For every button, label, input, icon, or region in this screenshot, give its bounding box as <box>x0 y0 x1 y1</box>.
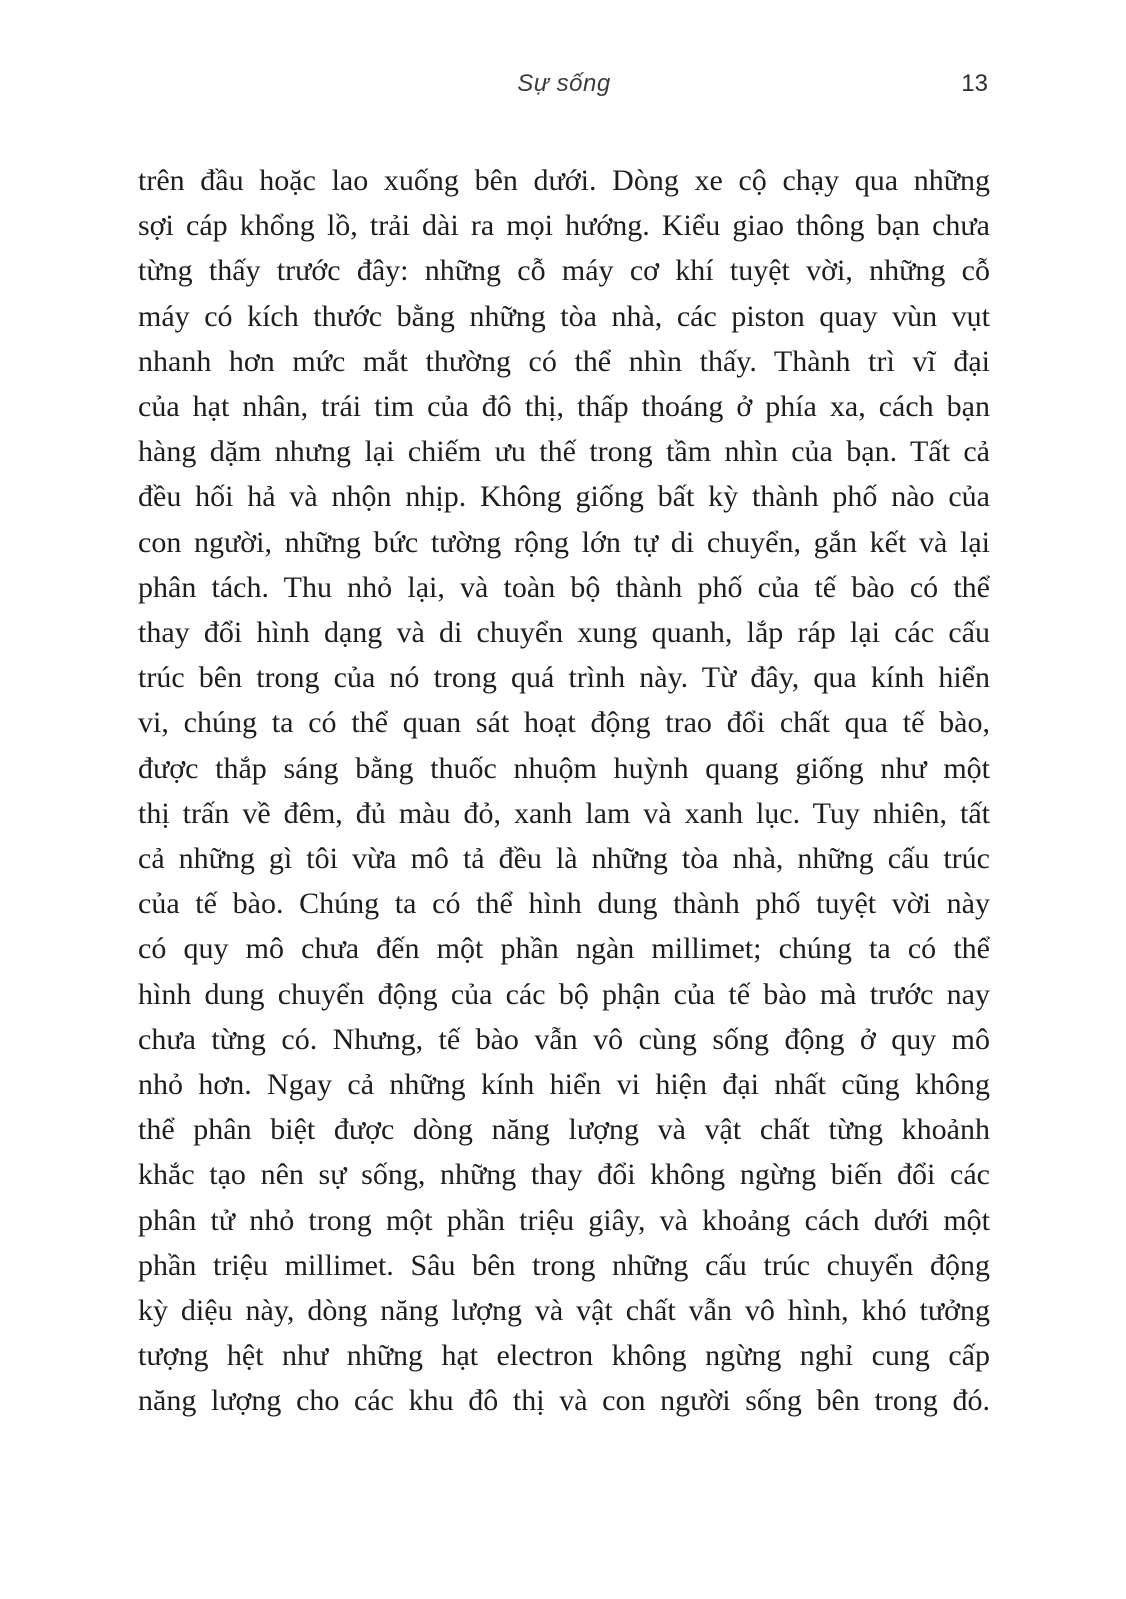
paragraph-line: tượng hệt như những hạt electron không ngừng nghỉ cung cấp <box>138 1339 990 1373</box>
paragraph-line: máy có kích thước bằng những tòa nhà, các piston quay vùn vụt <box>138 299 990 333</box>
page-number: 13 <box>961 70 988 97</box>
paragraph-line: nhanh hơn mức mắt thường có thể nhìn thấy. Thành trì vĩ đại <box>138 344 990 378</box>
paragraph-line: trên đầu hoặc lao xuống bên dưới. Dòng xe cộ chạy qua những <box>138 164 990 197</box>
paragraph-line: nhỏ hơn. Ngay cả những kính hiển vi hiện đại nhất cũng không <box>138 1068 990 1102</box>
paragraph-line: hình dung chuyển động của các bộ phận của tế bào mà trước nay <box>138 977 990 1011</box>
paragraph-line: từng thấy trước đây: những cỗ máy cơ khí tuyệt vời, những cỗ <box>138 254 990 288</box>
paragraph-line: khắc tạo nên sự sống, những thay đổi không ngừng biến đổi các <box>138 1158 990 1192</box>
page-header <box>138 70 990 104</box>
paragraph-line: kỳ diệu này, dòng năng lượng và vật chất vẫn vô hình, khó tưởng <box>138 1294 990 1328</box>
paragraph-line: có quy mô chưa đến một phần ngàn millimet; chúng ta có thể <box>138 932 990 966</box>
paragraph-line: con người, những bức tường rộng lớn tự di chuyển, gắn kết và lại <box>138 525 990 559</box>
paragraph-line: trúc bên trong của nó trong quá trình này. Từ đây, qua kính hiển <box>138 661 990 695</box>
paragraph-line: thể phân biệt được dòng năng lượng và vật chất từng khoảnh <box>138 1113 990 1147</box>
paragraph-line: hàng dặm nhưng lại chiếm ưu thế trong tầm nhìn của bạn. Tất cả <box>138 435 990 469</box>
paragraph-line: phân tách. Thu nhỏ lại, và toàn bộ thành phố của tế bào có thể <box>138 570 990 604</box>
paragraph-line: cả những gì tôi vừa mô tả đều là những tòa nhà, những cấu trúc <box>138 842 990 876</box>
paragraph-line: chưa từng có. Nhưng, tế bào vẫn vô cùng sống động ở quy mô <box>138 1022 990 1056</box>
paragraph-line: của hạt nhân, trái tim của đô thị, thấp thoáng ở phía xa, cách bạn <box>138 390 990 424</box>
paragraph-line: được thắp sáng bằng thuốc nhuộm huỳnh quang giống như một <box>138 751 990 785</box>
running-title: Sự sống <box>517 70 611 97</box>
paragraph-line: sợi cáp khổng lồ, trải dài ra mọi hướng. Kiểu giao thông bạn chưa <box>138 209 990 243</box>
body-paragraph <box>138 158 990 1424</box>
paragraph-line: năng lượng cho các khu đô thị và con người sống bên trong đó. <box>138 1384 990 1418</box>
paragraph-line: vi, chúng ta có thể quan sát hoạt động trao đổi chất qua tế bào, <box>138 706 990 740</box>
paragraph-line: thay đổi hình dạng và di chuyển xung quanh, lắp ráp lại các cấu <box>138 616 990 650</box>
paragraph-line: phân tử nhỏ trong một phần triệu giây, và khoảng cách dưới một <box>138 1203 990 1237</box>
paragraph-line: phần triệu millimet. Sâu bên trong những cấu trúc chuyển động <box>138 1248 990 1282</box>
paragraph-line: thị trấn về đêm, đủ màu đỏ, xanh lam và xanh lục. Tuy nhiên, tất <box>138 796 990 830</box>
paragraph-line: đều hối hả và nhộn nhịp. Không giống bất kỳ thành phố nào của <box>138 480 990 514</box>
paragraph-line: của tế bào. Chúng ta có thể hình dung thành phố tuyệt vời này <box>138 887 990 921</box>
